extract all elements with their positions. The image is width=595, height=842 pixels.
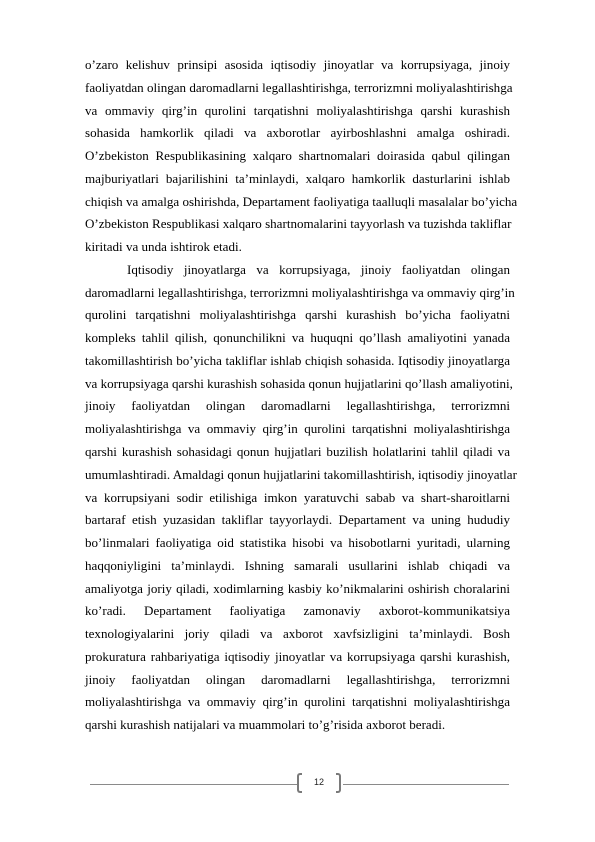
text-line: umumlashtiradi. Amaldagi qonun hujjatlarini takomillashtirish, iqtisodiy jinoyatlar [85,466,517,482]
text-line: takomillashtirish bo’yicha takliflar ishlab chiqish sohasida. Iqtisodiy jinoyatlarga [85,352,510,368]
text-line: texnologiyalarini joriy qiladi va axborot xavfsizligini ta’minlaydi. Bosh [85,626,510,642]
text-line: chiqish va amalga oshirishda, Departament faoliyatiga taalluqli masalalar bo’yicha [85,193,518,209]
text-line: prokuratura rahbariyatiga iqtisodiy jinoyatlar va korrupsiyaga qarshi kurashish, [85,648,510,664]
text-line: qarshi kurashish sohasidagi qonun hujjatlari buzilish holatlarini tahlil qiladi va [85,444,510,460]
footer-rule-left [90,784,297,785]
text-line: amaliyotga joriy qiladi, xodimlarning kasbiy ko’nikmalarini oshirish choralarini [85,580,510,596]
text-line: majburiyatlari bajarilishini ta’minlaydi, xalqaro hamkorlik dasturlarini ishlab [85,170,510,186]
text-line: sohasida hamkorlik qiladi va axborotlar ayirboshlashni amalga oshiradi. [85,125,510,141]
text-line: qarshi kurashish natijalari va muammolari to’g’risida axborot beradi. [85,717,446,733]
text-line: va korrupsiyaga qarshi kurashish sohasida qonun hujjatlarini qo’llash amaliyotini, [85,375,513,391]
text-line: O’zbekiston Respublikasining xalqaro shartnomalari doirasida qabul qilingan [85,148,510,164]
text-line: daromadlarni legallashtirishga, terrorizmni moliyalashtirishga va ommaviy qirg’in [85,284,515,300]
text-line: ko’radi. Departament faoliyatiga zamonaviy axborot-kommunikatsiya [85,603,510,619]
text-line: kiritadi va unda ishtirok etadi. [85,239,242,255]
text-line: Iqtisodiy jinoyatlarga va korrupsiyaga, jinoiy faoliyatdan olingan [127,261,510,277]
text-line: jinoiy faoliyatdan olingan daromadlarni legallashtirishga, terrorizmni [85,398,510,414]
text-line: haqqoniyligini ta’minlaydi. Ishning samarali usullarini ishlab chiqadi va [85,557,510,573]
body-text [85,54,518,737]
page-number: 12 [313,777,324,787]
text-line: moliyalashtirishga va ommaviy qirg’in qurolini tarqatishni moliyalashtirishga [85,694,510,710]
text-line: bartaraf etish yuzasidan takliflar tayyorlaydi. Departament va uning hududiy [85,512,510,528]
text-line: qurolini tarqatishni moliyalashtirishga qarshi kurashish bo’yicha faoliyatni [85,307,510,323]
footer-bracket-right [336,773,341,793]
text-line: faoliyatdan olingan daromadlarni legallashtirishga, terrorizmni moliyalashtirishga [85,79,513,95]
text-line: bo’linmalari faoliyatiga oid statistika hisobi va hisobotlarni yuritadi, ularning [85,535,510,551]
text-line: kompleks tahlil qilish, qonunchilikni va huquqni qo’llash amaliyotini yanada [85,330,510,346]
text-line: O’zbekiston Respublikasi xalqaro shartnomalarini tayyorlash va tuzishda takliflar [85,216,512,232]
text-line: moliyalashtirishga va ommaviy qirg’in qurolini tarqatishni moliyalashtirishga [85,421,510,437]
text-line: o’zaro kelishuv prinsipi asosida iqtisodiy jinoyatlar va korrupsiyaga, jinoiy [85,57,510,72]
footer-rule-right [343,784,509,785]
text-line: va korrupsiyani sodir etilishiga imkon yaratuvchi sabab va shart-sharoitlarni [85,489,510,505]
text-line: jinoiy faoliyatdan olingan daromadlarni legallashtirishga, terrorizmni [85,671,510,687]
text-line: va ommaviy qirg’in qurolini tarqatishni moliyalashtirishga qarshi kurashish [85,102,510,118]
